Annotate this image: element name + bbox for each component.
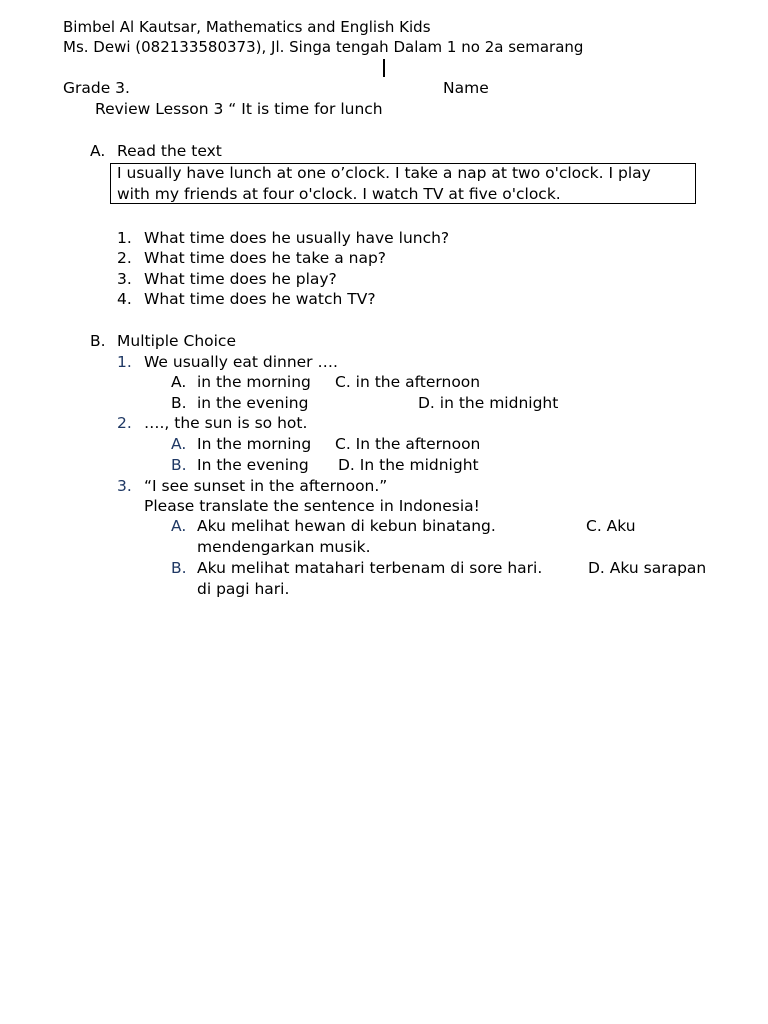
section-a-title: Read the text (117, 142, 222, 160)
mc-question-text: …., the sun is so hot. (144, 414, 308, 432)
option-text: in the morning (197, 373, 311, 391)
option-text-continued: mendengarkan musik. (197, 538, 371, 556)
school-name: Bimbel Al Kautsar, Mathematics and English Kids (63, 18, 431, 36)
option-text: in the evening (197, 394, 309, 412)
question-number: 3. (117, 270, 132, 288)
question-text: What time does he take a nap? (144, 249, 387, 267)
option-letter: A. (171, 517, 187, 535)
section-b-letter: B. (90, 332, 106, 350)
mc-question-text: We usually eat dinner …. (144, 353, 338, 371)
option-text-continued: di pagi hari. (197, 580, 290, 598)
name-label: Name (443, 79, 489, 97)
option-letter: A. (171, 373, 187, 391)
mc-instruction: Please translate the sentence in Indonesia! (144, 497, 480, 515)
grade-label: Grade 3. (63, 79, 130, 97)
section-a-letter: A. (90, 142, 106, 160)
text-cursor (383, 59, 385, 77)
question-number: 2. (117, 249, 132, 267)
option-text: D. Aku sarapan (588, 559, 707, 577)
question-number: 1. (117, 229, 132, 247)
option-letter: B. (171, 394, 187, 412)
option-text: C. in the afternoon (335, 373, 481, 391)
teacher-contact: Ms. Dewi (082133580373), Jl. Singa tengah Dalam 1 no 2a semarang (63, 38, 584, 56)
passage-line-1: I usually have lunch at one o’clock. I take a nap at two o'clock. I play (117, 164, 651, 182)
mc-question-number: 2. (117, 414, 132, 432)
option-text: C. In the afternoon (335, 435, 481, 453)
option-text: D. In the midnight (338, 456, 479, 474)
mc-question-text: “I see sunset in the afternoon.” (144, 477, 388, 495)
mc-question-number: 3. (117, 477, 132, 495)
question-number: 4. (117, 290, 132, 308)
section-b-title: Multiple Choice (117, 332, 236, 350)
option-letter: B. (171, 456, 187, 474)
option-letter: A. (171, 435, 187, 453)
option-text: C. Aku (586, 517, 636, 535)
question-text: What time does he play? (144, 270, 337, 288)
option-text: D. in the midnight (418, 394, 559, 412)
option-text: In the evening (197, 456, 309, 474)
question-text: What time does he watch TV? (144, 290, 376, 308)
question-text: What time does he usually have lunch? (144, 229, 450, 247)
mc-question-number: 1. (117, 353, 132, 371)
option-text: In the morning (197, 435, 312, 453)
passage-line-2: with my friends at four o'clock. I watch TV at five o'clock. (117, 185, 561, 203)
option-text: Aku melihat hewan di kebun binatang. (197, 517, 496, 535)
review-title: Review Lesson 3 “ It is time for lunch (95, 100, 383, 118)
option-letter: B. (171, 559, 187, 577)
option-text: Aku melihat matahari terbenam di sore hari. (197, 559, 543, 577)
